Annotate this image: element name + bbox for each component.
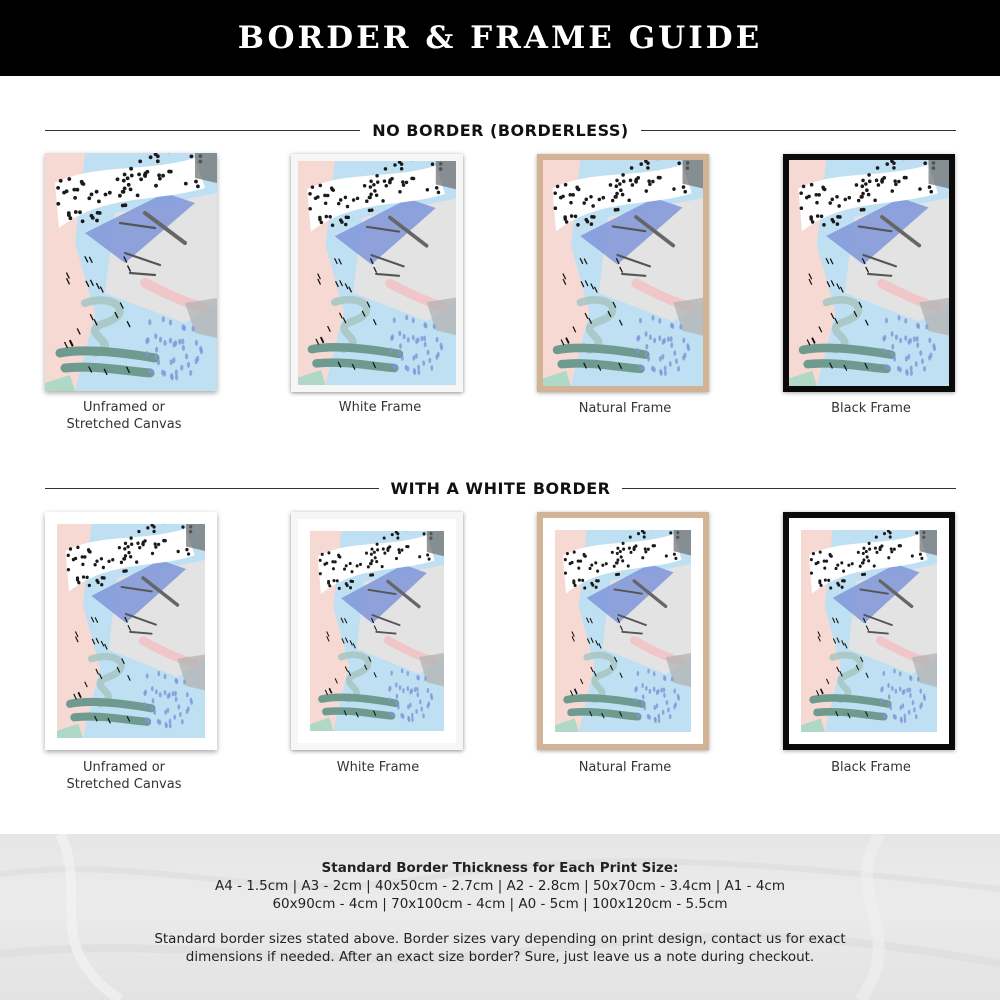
frame-white-white-border: [291, 512, 463, 750]
marble-texture: [0, 834, 1000, 1000]
note-line-1: Standard border sizes stated above. Border sizes vary depending on print design, contact us for exact: [154, 931, 846, 947]
note-line-2: dimensions if needed. After an exact size border? Sure, just leave us a note during checkout.: [185, 949, 815, 965]
artwork-print: [298, 161, 456, 385]
caption-white-frame: White Frame: [336, 760, 420, 775]
frame-natural-borderless: [537, 154, 709, 392]
section-title: NO BORDER (BORDERLESS): [360, 121, 641, 140]
caption-white-frame: White Frame: [338, 400, 422, 415]
artwork-print: [543, 160, 703, 386]
caption-unframed: Unframed or Stretched Canvas: [66, 760, 182, 792]
artwork-print: [57, 524, 205, 738]
frame-black-borderless: [783, 154, 955, 392]
caption-black-frame: Black Frame: [831, 401, 911, 416]
artwork-print: [45, 153, 217, 391]
section-title: WITH A WHITE BORDER: [379, 479, 623, 498]
frame-white-borderless: [291, 154, 463, 392]
artwork-print: [801, 530, 937, 732]
frame-black-white-border: [783, 512, 955, 750]
footer-title: Standard Border Thickness for Each Print Size:: [321, 860, 679, 876]
banner-title: BORDER & FRAME GUIDE: [237, 20, 763, 56]
artwork-print: [310, 531, 444, 731]
border-sizes-line-1: A4 - 1.5cm | A3 - 2cm | 40x50cm - 2.7cm | A2 - 2.8cm | 50x70cm - 3.4cm | A1 - 4cm: [214, 878, 785, 894]
border-sizes-line-2: 60x90cm - 4cm | 70x100cm - 4cm | A0 - 5cm | 100x120cm - 5.5cm: [272, 896, 728, 912]
section-heading-borderless: [45, 119, 956, 143]
section-heading-white-border: [45, 477, 956, 501]
artwork-print: [555, 530, 691, 732]
caption-black-frame: Black Frame: [831, 760, 911, 775]
frame-natural-white-border: [537, 512, 709, 750]
caption-natural-frame: Natural Frame: [578, 760, 672, 775]
caption-natural-frame: Natural Frame: [578, 401, 672, 416]
frame-unframed-white-border: [45, 512, 217, 750]
frame-unframed-borderless: [45, 153, 217, 391]
artwork-print: [789, 160, 949, 386]
footer-info-panel: [0, 834, 1000, 1000]
caption-unframed: Unframed or Stretched Canvas: [66, 400, 182, 432]
